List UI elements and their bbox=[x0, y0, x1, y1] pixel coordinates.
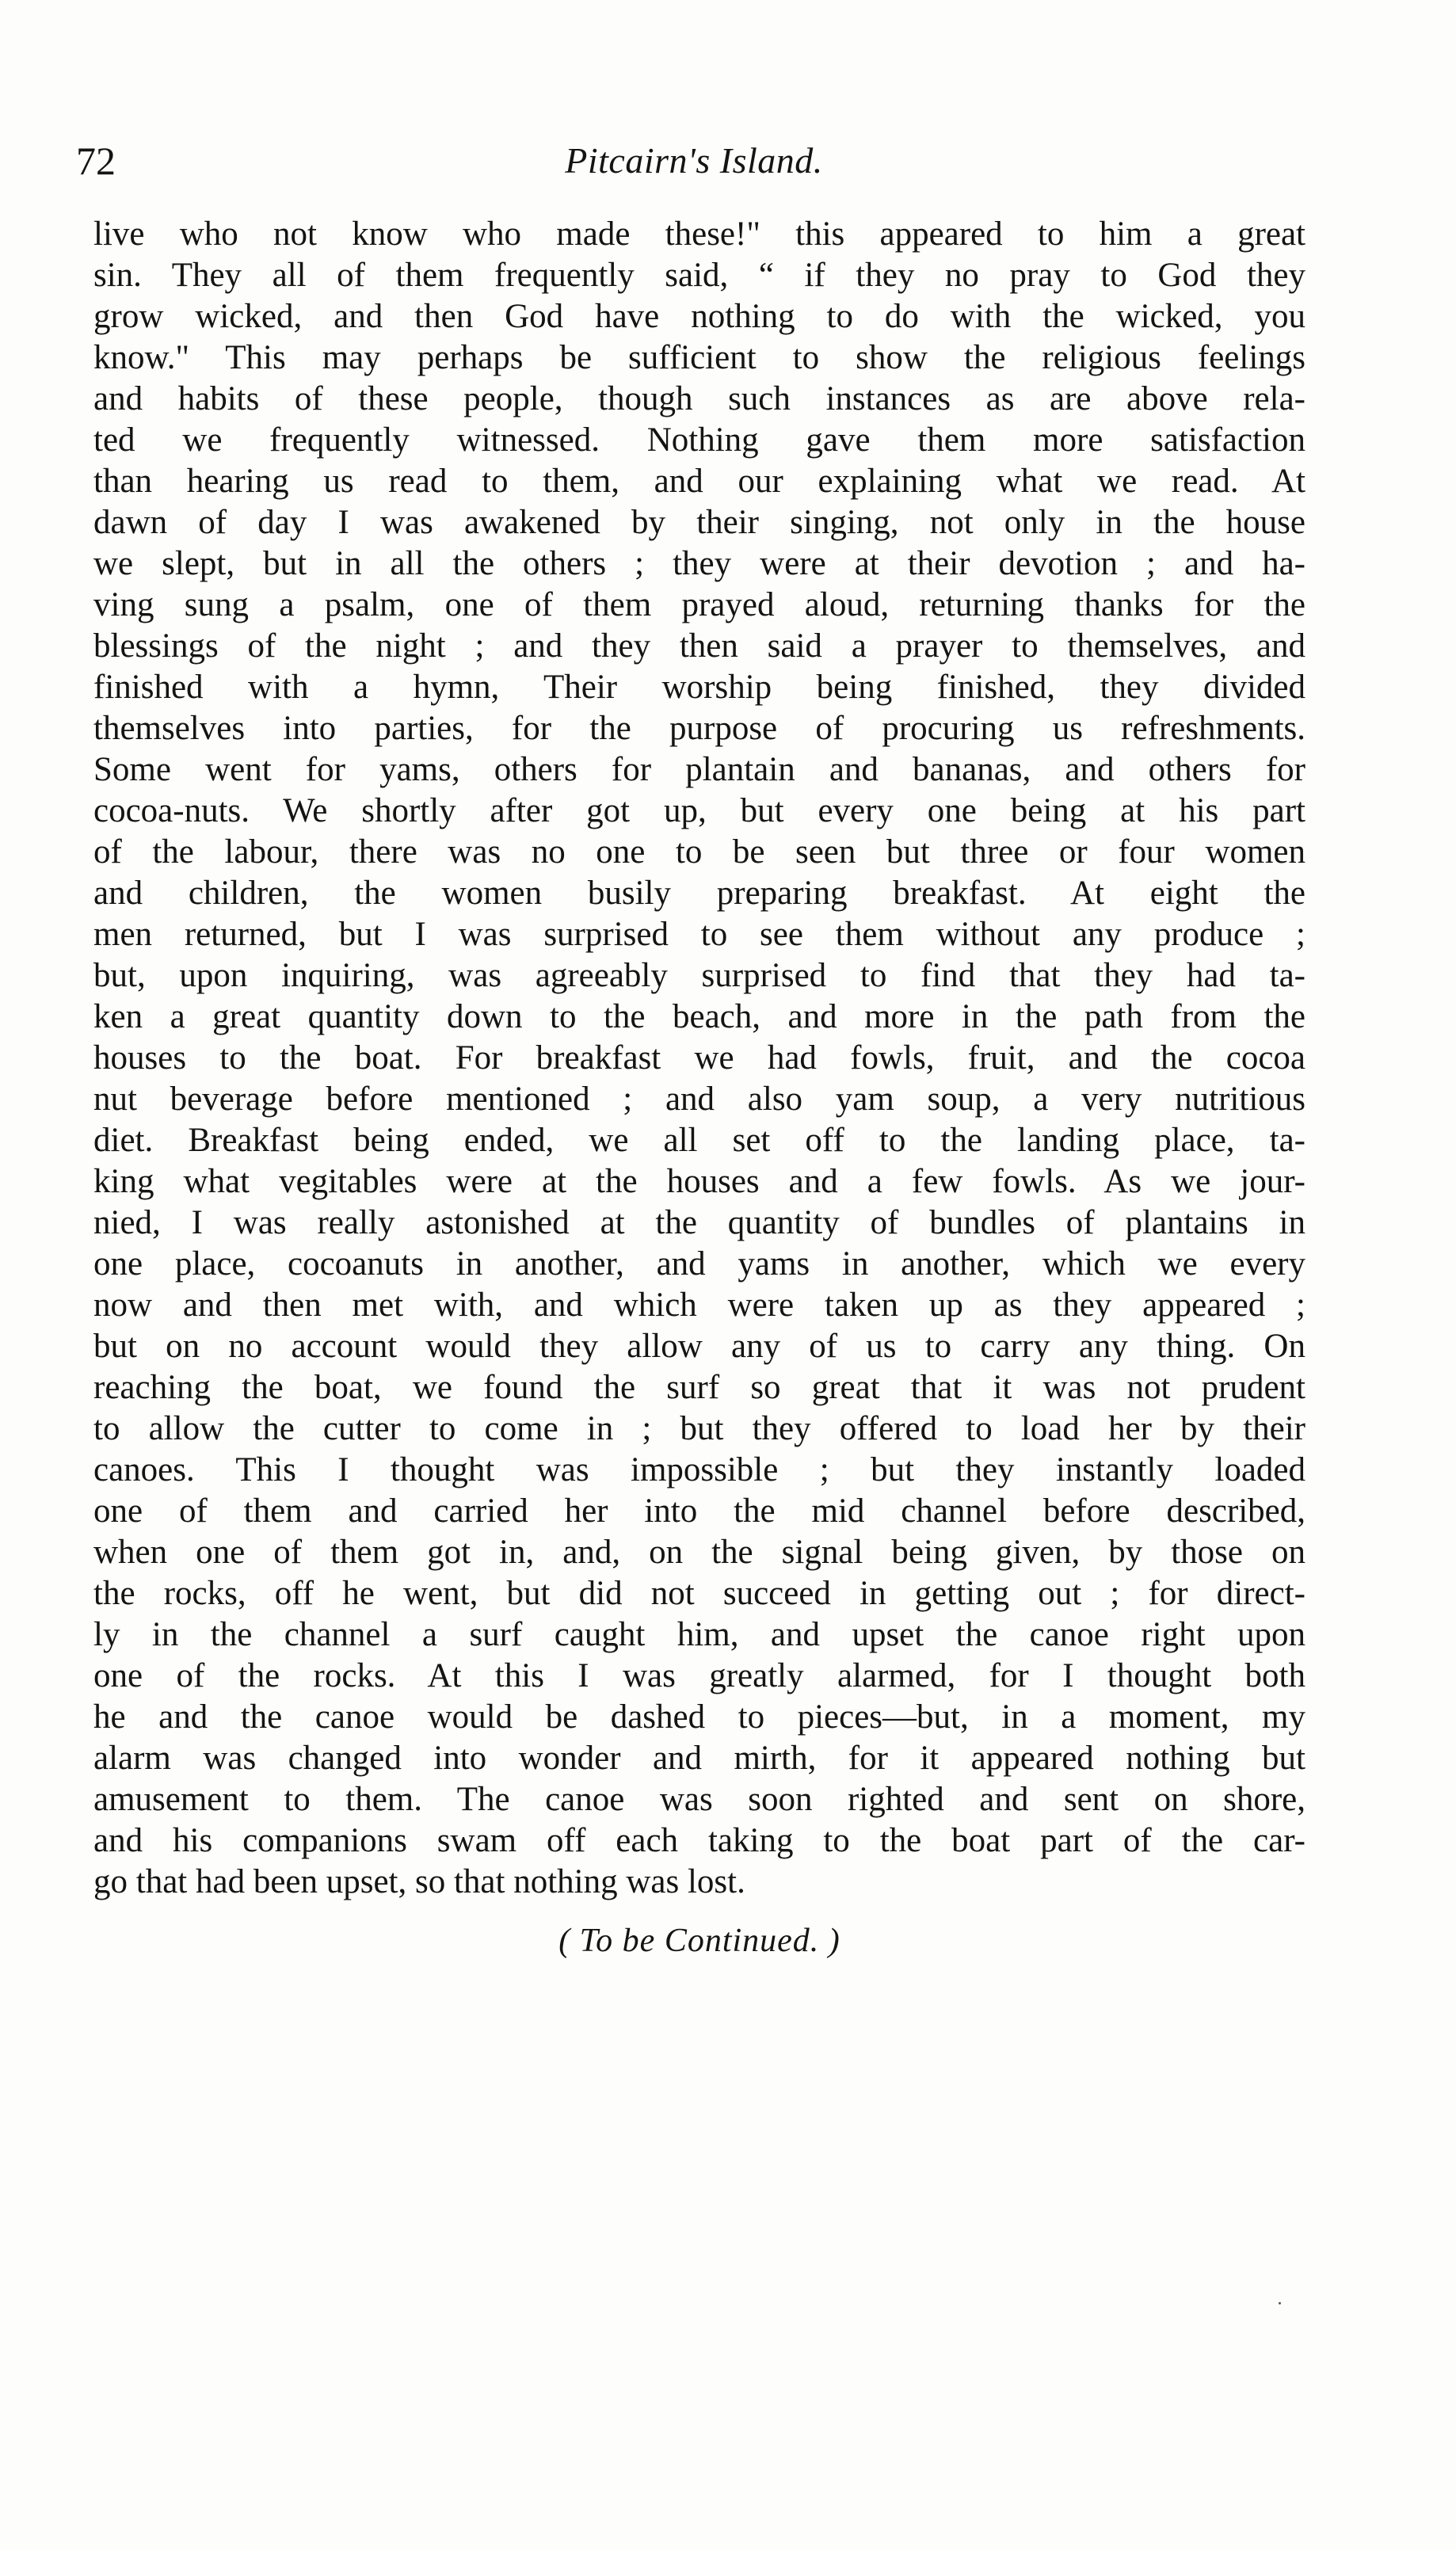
text-line: diet. Breakfast being ended, we all set off to the landing place, ta- bbox=[93, 1122, 1305, 1159]
text-line: but, upon inquiring, was agreeably surprised to find that they had ta- bbox=[93, 957, 1305, 994]
text-line: nut beverage before mentioned ; and also yam soup, a very nutritious bbox=[93, 1081, 1305, 1118]
text-line: one of them and carried her into the mid channel before described, bbox=[93, 1492, 1305, 1530]
text-line: ly in the channel a surf caught him, and upset the canoe right upon bbox=[93, 1616, 1305, 1653]
text-line: when one of them got in, and, on the signal being given, by those on bbox=[93, 1534, 1305, 1571]
text-line: of the labour, there was no one to be seen but three or four women bbox=[93, 833, 1305, 871]
text-line: finished with a hymn, Their worship being finished, they divided bbox=[93, 669, 1305, 706]
page-number: 72 bbox=[76, 139, 116, 183]
text-line-last: go that had been upset, so that nothing was lost. bbox=[93, 1863, 745, 1900]
text-line: reaching the boat, we found the surf so great that it was not prudent bbox=[93, 1369, 1305, 1406]
text-line: the rocks, off he went, but did not succeed in getting out ; for direct- bbox=[93, 1575, 1305, 1612]
text-line: one place, cocoanuts in another, and yams in another, which we every bbox=[93, 1245, 1305, 1283]
text-line: and children, the women busily preparing breakfast. At eight the bbox=[93, 875, 1305, 912]
text-line: now and then met with, and which were taken up as they appeared ; bbox=[93, 1286, 1305, 1324]
running-head bbox=[76, 133, 1312, 189]
text-line: he and the canoe would be dashed to pieces—but, in a moment, my bbox=[93, 1698, 1305, 1736]
text-line: houses to the boat. For breakfast we had fowls, fruit, and the cocoa bbox=[93, 1039, 1305, 1077]
text-line: and his companions swam off each taking to the boat part of the car- bbox=[93, 1822, 1305, 1859]
text-line: one of the rocks. At this I was greatly alarmed, for I thought both bbox=[93, 1657, 1305, 1694]
text-line: sin. They all of them frequently said, “ if they no pray to God they bbox=[93, 257, 1305, 294]
text-line: canoes. This I thought was impossible ; but they instantly loaded bbox=[93, 1451, 1305, 1488]
text-line: Some went for yams, others for plantain and bananas, and others for bbox=[93, 751, 1305, 788]
text-line: king what vegitables were at the houses and a few fowls. As we jour- bbox=[93, 1163, 1305, 1200]
body-text bbox=[93, 214, 1305, 1903]
text-line: cocoa-nuts. We shortly after got up, but every one being at his part bbox=[93, 792, 1305, 829]
text-line: live who not know who made these!" this appeared to him a great bbox=[93, 215, 1305, 253]
text-line: blessings of the night ; and they then said a prayer to themselves, and bbox=[93, 627, 1305, 665]
text-line: grow wicked, and then God have nothing to do with the wicked, you bbox=[93, 298, 1305, 335]
text-line: ken a great quantity down to the beach, and more in the path from the bbox=[93, 998, 1305, 1035]
paper-speck bbox=[1279, 2302, 1281, 2304]
text-line: themselves into parties, for the purpose of procuring us refreshments. bbox=[93, 710, 1305, 747]
text-line: and habits of these people, though such instances as are above rela- bbox=[93, 380, 1305, 417]
text-line: ving sung a psalm, one of them prayed aloud, returning thanks for the bbox=[93, 586, 1305, 623]
to-be-continued-note: ( To be Continued. ) bbox=[558, 1923, 840, 1959]
text-line: to allow the cutter to come in ; but they offered to load her by their bbox=[93, 1410, 1305, 1447]
text-line: men returned, but I was surprised to see them without any produce ; bbox=[93, 916, 1305, 953]
text-line: amusement to them. The canoe was soon righted and sent on shore, bbox=[93, 1781, 1305, 1818]
text-line: we slept, but in all the others ; they were at their devotion ; and ha- bbox=[93, 545, 1305, 582]
text-line: alarm was changed into wonder and mirth, for it appeared nothing but bbox=[93, 1740, 1305, 1777]
text-line: nied, I was really astonished at the quantity of bundles of plantains in bbox=[93, 1204, 1305, 1241]
text-line: know." This may perhaps be sufficient to show the religious feelings bbox=[93, 339, 1305, 376]
running-title: Pitcairn's Island. bbox=[565, 140, 823, 181]
text-line: ted we frequently witnessed. Nothing gave them more satisfaction bbox=[93, 421, 1305, 459]
text-line: dawn of day I was awakened by their singing, not only in the house bbox=[93, 504, 1305, 541]
text-line: than hearing us read to them, and our explaining what we read. At bbox=[93, 463, 1305, 500]
text-line: but on no account would they allow any of us to carry any thing. On bbox=[93, 1328, 1305, 1365]
